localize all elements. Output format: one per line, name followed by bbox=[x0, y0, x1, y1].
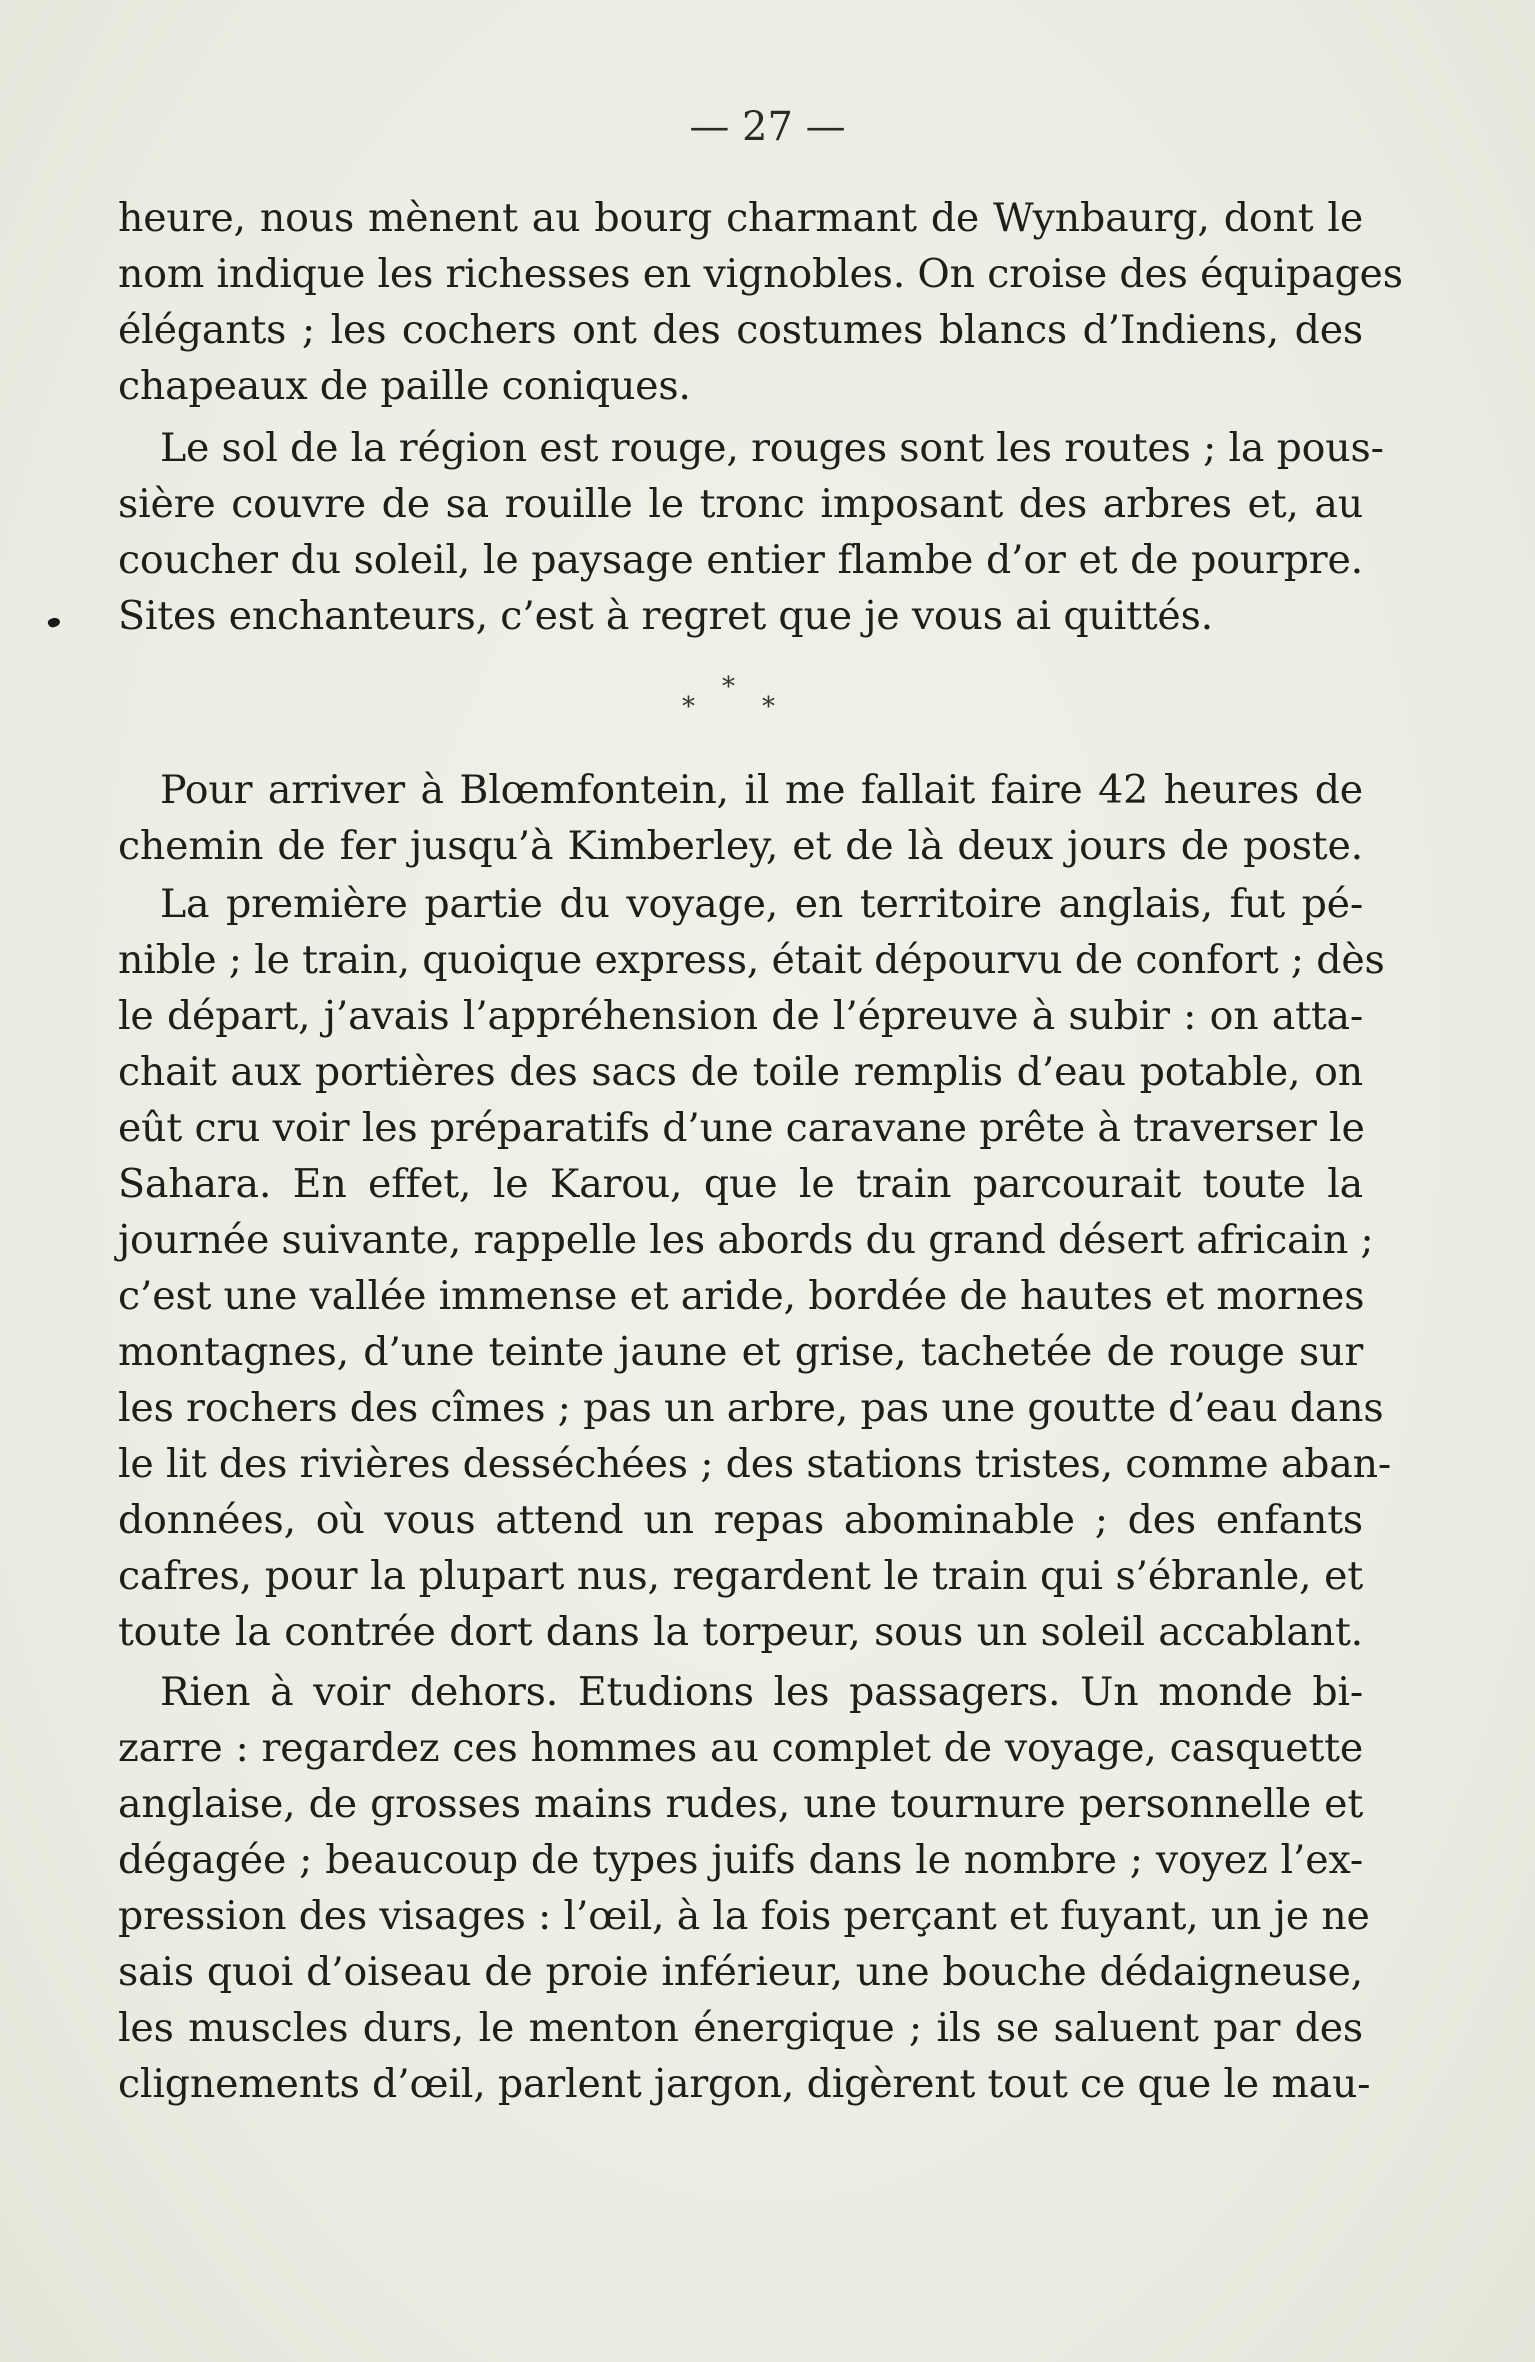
text-line: les muscles durs, le menton énergique ; ils se saluent par des bbox=[118, 2005, 1363, 2051]
text-line: La première partie du voyage, en territoire anglais, fut pé- bbox=[160, 881, 1363, 927]
text-line: Rien à voir dehors. Etudions les passagers. Un monde bi- bbox=[160, 1669, 1363, 1715]
text-line: Le sol de la région est rouge, rouges sont les routes ; la pous- bbox=[160, 425, 1384, 471]
text-line: données, où vous attend un repas abominable ; des enfants bbox=[118, 1497, 1363, 1543]
text-line: zarre : regardez ces hommes au complet de voyage, casquette bbox=[118, 1725, 1363, 1771]
text-line: anglaise, de grosses mains rudes, une tournure personnelle et bbox=[118, 1781, 1363, 1827]
text-line: le lit des rivières desséchées ; des stations tristes, comme aban- bbox=[118, 1441, 1391, 1487]
text-line: élégants ; les cochers ont des costumes blancs d’Indiens, des bbox=[118, 307, 1363, 353]
text-line: montagnes, d’une teinte jaune et grise, tachetée de rouge sur bbox=[118, 1329, 1363, 1375]
asterism-star: * bbox=[722, 672, 735, 702]
text-line: Sites enchanteurs, c’est à regret que je vous ai quittés. bbox=[118, 593, 1214, 639]
text-line: coucher du soleil, le paysage entier flambe d’or et de pourpre. bbox=[118, 537, 1363, 583]
text-line: nom indique les richesses en vignobles. On croise des équipages bbox=[118, 251, 1403, 297]
text-line: eût cru voir les préparatifs d’une caravane prête à traverser le bbox=[118, 1105, 1365, 1151]
text-line: nible ; le train, quoique express, était dépourvu de confort ; dès bbox=[118, 937, 1385, 983]
asterism-divider bbox=[0, 672, 1535, 732]
text-line: cafres, pour la plupart nus, regardent le train qui s’ébranle, et bbox=[118, 1553, 1363, 1599]
text-line: sière couvre de sa rouille le tronc imposant des arbres et, au bbox=[118, 481, 1363, 527]
page-number: — 27 — bbox=[689, 104, 846, 150]
text-line: Sahara. En effet, le Karou, que le train parcourait toute la bbox=[118, 1161, 1363, 1207]
text-line: sais quoi d’oiseau de proie inférieur, une bouche dédaigneuse, bbox=[118, 1949, 1363, 1995]
text-line: chait aux portières des sacs de toile remplis d’eau potable, on bbox=[118, 1049, 1363, 1095]
text-line: dégagée ; beaucoup de types juifs dans le nombre ; voyez l’ex- bbox=[118, 1837, 1363, 1883]
text-line: clignements d’œil, parlent jargon, digèrent tout ce que le mau- bbox=[118, 2061, 1371, 2107]
asterism-star: * bbox=[682, 692, 695, 722]
text-line: c’est une vallée immense et aride, bordée de hautes et mornes bbox=[118, 1273, 1365, 1319]
text-line: chapeaux de paille coniques. bbox=[118, 363, 691, 409]
text-line: le départ, j’avais l’appréhension de l’épreuve à subir : on atta- bbox=[118, 993, 1363, 1039]
text-line: heure, nous mènent au bourg charmant de Wynbaurg, dont le bbox=[118, 195, 1363, 241]
text-line: journée suivante, rappelle les abords du grand désert africain ; bbox=[118, 1217, 1374, 1263]
ink-mark bbox=[47, 616, 61, 629]
text-line: pression des visages : l’œil, à la fois perçant et fuyant, un je ne bbox=[118, 1893, 1370, 1939]
text-line: chemin de fer jusqu’à Kimberley, et de là deux jours de poste. bbox=[118, 823, 1363, 869]
text-line: Pour arriver à Blœmfontein, il me fallait faire 42 heures de bbox=[160, 767, 1363, 813]
text-line: les rochers des cîmes ; pas un arbre, pas une goutte d’eau dans bbox=[118, 1385, 1384, 1431]
asterism-star: * bbox=[762, 692, 775, 722]
text-line: toute la contrée dort dans la torpeur, sous un soleil accablant. bbox=[118, 1609, 1363, 1655]
